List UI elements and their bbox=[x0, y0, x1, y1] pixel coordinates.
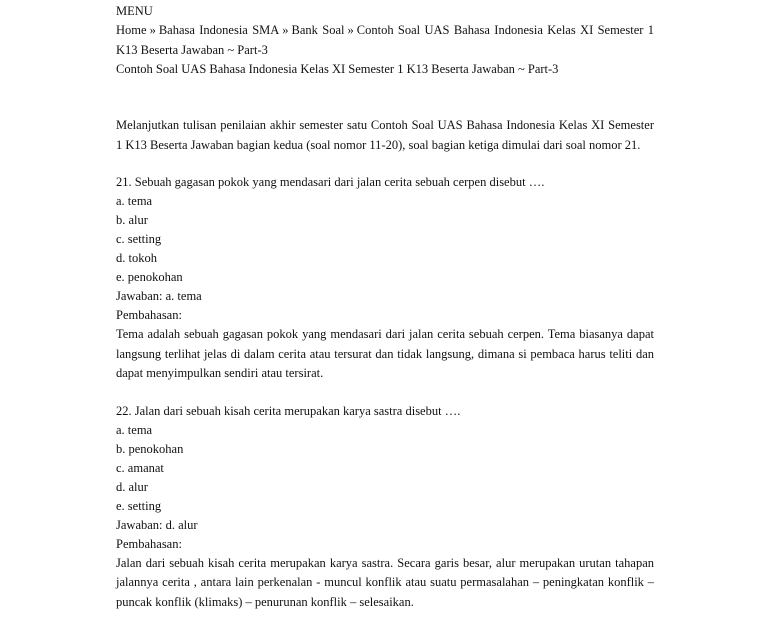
option-item: e. setting bbox=[116, 498, 162, 513]
question-text: 22. Jalan dari sebuah kisah cerita merupakan karya sastra disebut …. bbox=[116, 403, 461, 418]
option-item: a. tema bbox=[116, 194, 153, 208]
explanation-text: Tema adalah sebuah gagasan pokok yang mendasari dari jalan cerita sebuah cerpen. Tema biasanya dapat langsung terlihat jelas di dalam cerita atau tersurat dan tidak langsung, dimana si pembaca harus teliti dan dapat menyimpulkan sendiri atau tersirat. bbox=[116, 327, 654, 380]
option-item: c. amanat bbox=[116, 460, 164, 475]
option-item: b. penokohan bbox=[116, 441, 184, 456]
question-block bbox=[116, 173, 654, 384]
answer-text: Jawaban: d. alur bbox=[116, 517, 198, 532]
option-item: d. tokoh bbox=[116, 251, 157, 265]
breadcrumb-separator: » bbox=[149, 23, 156, 37]
answer-text: Jawaban: a. tema bbox=[116, 289, 202, 303]
explanation-label: Pembahasan: bbox=[116, 308, 182, 322]
breadcrumb-subcategory-link[interactable]: Bank Soal bbox=[291, 23, 345, 37]
option-item: c. setting bbox=[116, 232, 162, 246]
option-item: b. alur bbox=[116, 213, 148, 227]
question-block bbox=[116, 402, 654, 613]
breadcrumb-separator: » bbox=[347, 23, 354, 37]
breadcrumb-category-link[interactable]: Bahasa Indonesia SMA bbox=[158, 23, 280, 37]
option-item: e. penokohan bbox=[116, 270, 183, 284]
explanation-label: Pembahasan: bbox=[116, 536, 182, 551]
explanation-text: Jalan dari sebuah kisah cerita merupakan karya sastra. Secara garis besar, alur merupakan urutan tahapan jalannya cerita , antara lain perkenalan - muncul konflik atau suatu permasalahan – peningkatan konflik – puncak konflik (klimaks) – penurunan konflik – selesaikan. bbox=[116, 555, 654, 609]
intro-paragraph: Melanjutkan tulisan penilaian akhir semester satu Contoh Soal UAS Bahasa Indonesia Kelas XI Semester 1 K13 Beserta Jawaban bagian kedua (soal nomor 11-20), soal bagian ketiga dimulai dari soal nomor 21. bbox=[116, 118, 654, 152]
article bbox=[116, 2, 654, 612]
page-title: Contoh Soal UAS Bahasa Indonesia Kelas XI Semester 1 K13 Beserta Jawaban ~ Part-3 bbox=[116, 62, 559, 76]
breadcrumb-current: Contoh Soal UAS Bahasa Indonesia Kelas XI Semester 1 K13 Beserta Jawaban ~ Part-3 bbox=[116, 23, 655, 57]
breadcrumb-separator: » bbox=[282, 23, 289, 37]
option-item: d. alur bbox=[116, 479, 148, 494]
option-item: a. tema bbox=[116, 422, 153, 437]
menu-button[interactable]: MENU bbox=[116, 4, 153, 18]
question-text: 21. Sebuah gagasan pokok yang mendasari dari jalan cerita sebuah cerpen disebut …. bbox=[116, 175, 545, 189]
breadcrumb-home-link[interactable]: Home bbox=[116, 23, 147, 37]
breadcrumb bbox=[116, 21, 654, 60]
